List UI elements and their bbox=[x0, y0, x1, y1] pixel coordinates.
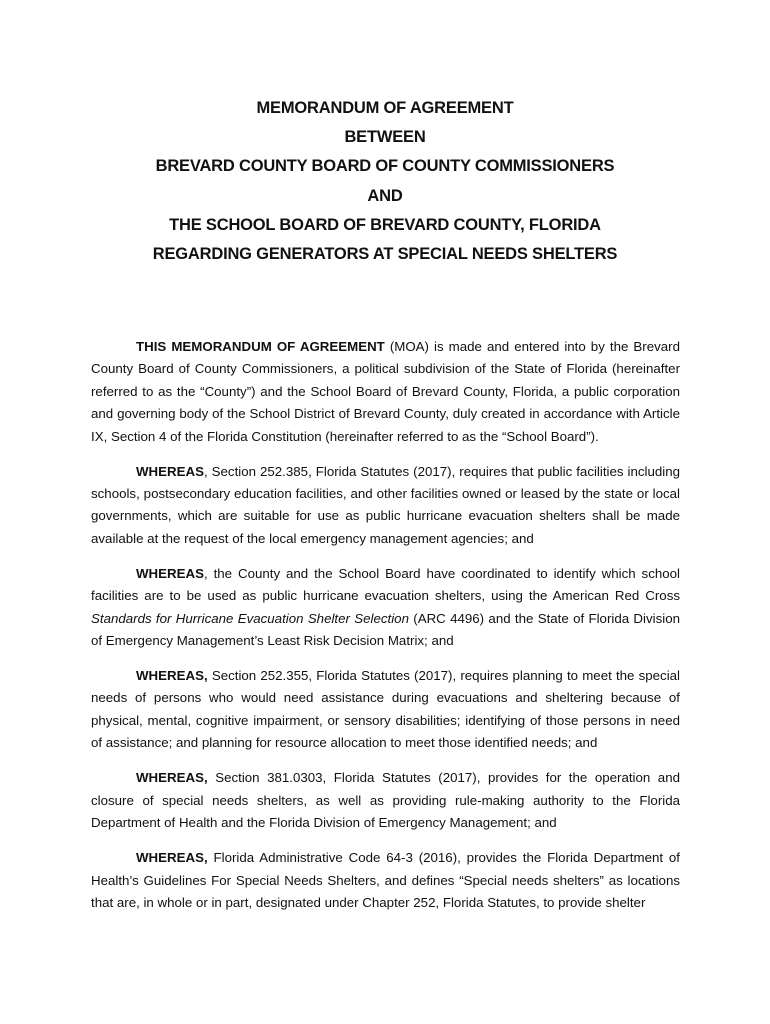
paragraph-text: (ARC 4496) and the State of Florida Division of Emergency Management’s Least Risk Decision Matrix; and bbox=[91, 610, 680, 649]
whereas-paragraph bbox=[91, 767, 680, 834]
intro-paragraph bbox=[91, 336, 680, 448]
whereas-paragraph bbox=[91, 461, 680, 551]
paragraph-lead: WHEREAS, bbox=[136, 770, 208, 786]
title-line: BREVARD COUNTY BOARD OF COUNTY COMMISSIONERS bbox=[155, 157, 615, 176]
title-line: MEMORANDUM OF AGREEMENT bbox=[256, 99, 514, 117]
paragraph-text: Section 381.0303, Florida Statutes (2017), provides for the operation and closure of special needs shelters, as well as providing rule-making authority to the Florida Department of Health and the Florida Division of Emergency Management; and bbox=[91, 770, 680, 831]
whereas-paragraph bbox=[91, 847, 680, 914]
paragraph-text: (MOA) is made and entered into by the Brevard County Board of County Commissioners, a political subdivision of the State of Florida (hereinafter referred to as the “County”) and the School Board of Brevard County, Florida, a public corporation and governing body of the School District of Brevard County, duly created in accordance with Article IX, Section 4 of the Florida Constitution (hereinafter referred to as the “School Board”). bbox=[91, 339, 680, 444]
whereas-paragraph bbox=[91, 665, 680, 755]
paragraph-lead: WHEREAS bbox=[136, 463, 204, 479]
document-title bbox=[0, 94, 770, 269]
title-line: REGARDING GENERATORS AT SPECIAL NEEDS SHELTERS bbox=[152, 245, 618, 264]
paragraph-lead: WHEREAS, bbox=[136, 668, 208, 684]
paragraph-lead: WHEREAS, bbox=[136, 850, 208, 866]
title-line: THE SCHOOL BOARD OF BREVARD COUNTY, FLORIDA bbox=[169, 215, 601, 234]
title-line: BETWEEN bbox=[344, 128, 426, 147]
document-body bbox=[91, 336, 680, 927]
paragraph-text: Section 252.355, Florida Statutes (2017), requires planning to meet the special needs of persons who would need assistance during evacuations and sheltering because of physical, mental, cognitive impairment, or sensory disabilities; identifying of those persons in need of assistance; and planning for resource allocation to meet those identified needs; and bbox=[91, 668, 680, 751]
paragraph-lead: WHEREAS bbox=[136, 565, 204, 581]
paragraph-text: , Section 252.385, Florida Statutes (2017), requires that public facilities including schools, postsecondary education facilities, and other facilities owned or leased by the state or local governments, which are suitable for use as public hurricane evacuation shelters shall be made available at the request of the local emergency management agencies; and bbox=[91, 463, 680, 546]
paragraph-italic-title: Standards for Hurricane Evacuation Shelter Selection bbox=[91, 610, 409, 626]
paragraph-text: Florida Administrative Code 64-3 (2016), provides the Florida Department of Health’s Guidelines For Special Needs Shelters, and defines “Special needs shelters” as locations that are, in whole or in part, designated under Chapter 252, Florida Statutes, to provide shelter bbox=[91, 850, 680, 910]
paragraph-lead: THIS MEMORANDUM OF AGREEMENT bbox=[136, 339, 385, 354]
title-line: AND bbox=[367, 186, 403, 205]
paragraph-text: , the County and the School Board have coordinated to identify which school facilities are to be used as public hurricane evacuation shelters, using the American Red Cross bbox=[91, 565, 680, 604]
whereas-paragraph bbox=[91, 563, 680, 653]
